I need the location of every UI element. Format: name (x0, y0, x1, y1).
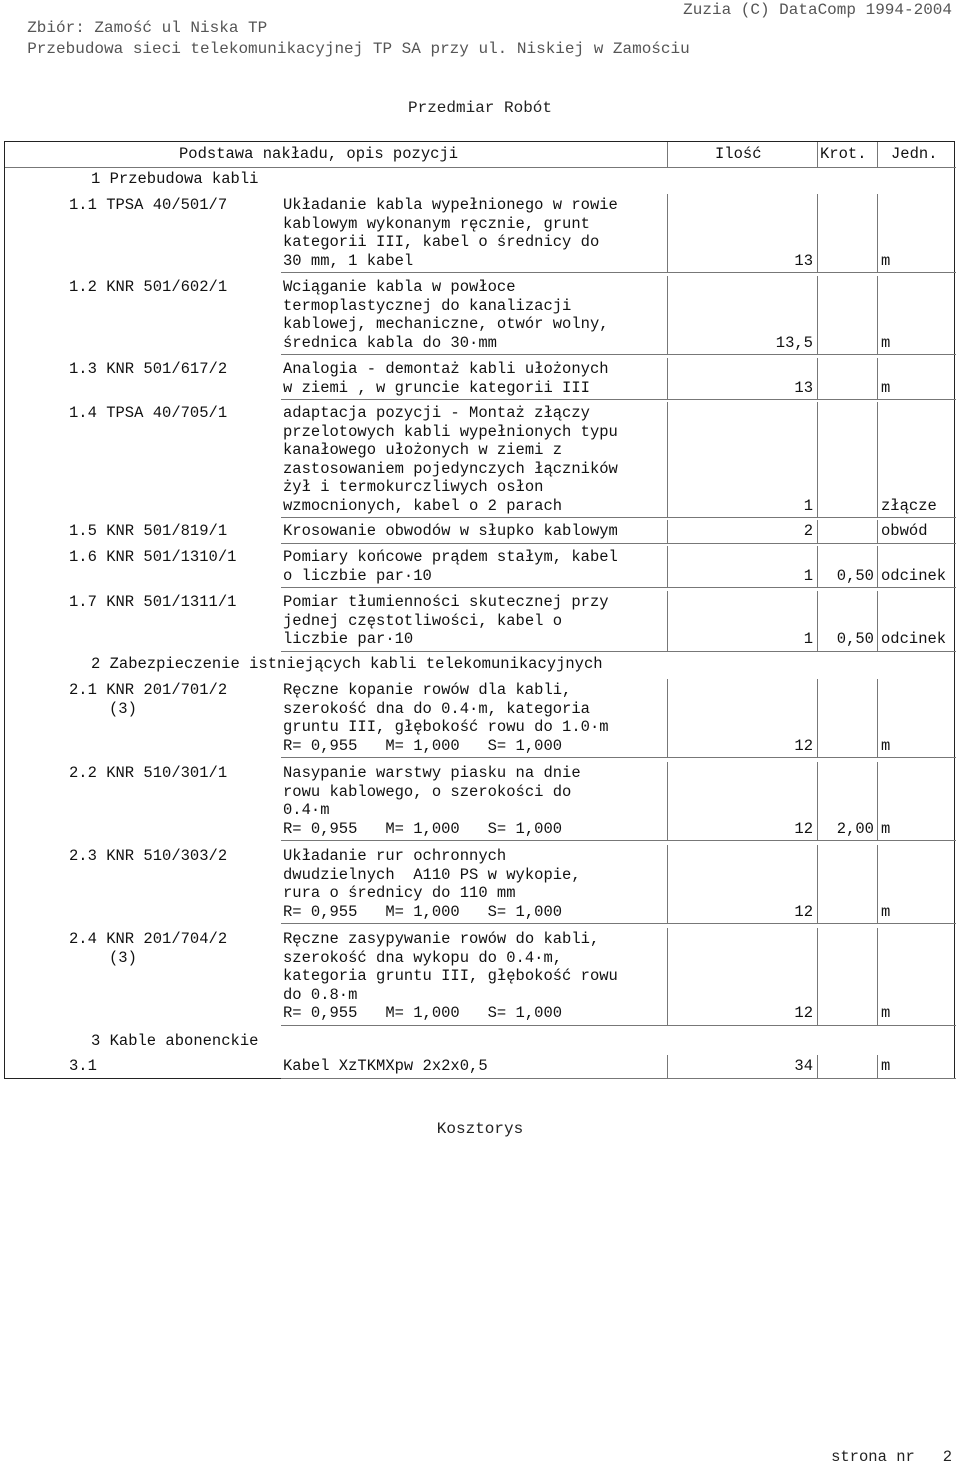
position-number: 1.4 TPSA 40/705/1 (69, 404, 228, 422)
column-divider (667, 276, 668, 354)
description-line: kanałowego ułożonych w ziemi z (283, 441, 563, 459)
column-divider (667, 194, 668, 272)
column-divider (817, 194, 818, 272)
unit-value: m (881, 736, 891, 755)
description-line: przelotowych kabli wypełnionych typu (283, 422, 618, 441)
quantity-value: 2 (803, 522, 813, 540)
column-divider (817, 845, 818, 923)
description-line: adaptacja pozycji - Montaż złączy (283, 404, 590, 422)
unit-value: odcinek (881, 630, 947, 648)
description-line: Ręczne kopanie rowów dla kabli, (283, 681, 572, 699)
position-number: 1.5 KNR 501/819/1 (69, 522, 228, 540)
column-divider (817, 928, 818, 1025)
position-number: 1.6 KNR 501/1310/1 (69, 548, 237, 566)
column-divider (667, 591, 668, 651)
column-divider (667, 1055, 668, 1078)
position-number: 1.7 KNR 501/1311/1 (69, 593, 237, 611)
row-divider (281, 399, 956, 400)
column-divider (877, 1055, 878, 1078)
column-divider (877, 194, 878, 272)
description-line: kategorii III, kabel o średnicy do (283, 233, 600, 251)
description-line: gruntu III, głębokość rowu do 1.0·m (283, 718, 609, 736)
column-divider (877, 520, 878, 543)
description-line: Nasypanie warstwy piasku na dnie (283, 764, 581, 782)
column-divider (667, 402, 668, 517)
column-divider (877, 402, 878, 517)
row-divider (281, 651, 956, 652)
multiplier-value: 0,50 (836, 566, 874, 585)
position-number: 2.4 KNR 201/704/2 (69, 930, 228, 948)
position-number: 2.3 KNR 510/303/2 (69, 847, 228, 865)
multiplier-value: 0,50 (836, 630, 874, 648)
unit-value: m (881, 1004, 891, 1022)
row-divider (281, 923, 956, 924)
unit-value: m (881, 819, 891, 838)
position-number: 2.2 KNR 510/301/1 (69, 764, 228, 782)
collection-label: Zbiór: Zamość ul Niska TP (27, 19, 268, 37)
position-number-suffix: (3) (109, 699, 137, 718)
column-header-unit: Jedn. (891, 145, 938, 163)
column-divider (877, 591, 878, 651)
unit-value: odcinek (881, 566, 947, 585)
row-divider (281, 517, 956, 518)
description-line: 0.4·m (283, 801, 330, 819)
description-line: kablowej, mechaniczne, otwór wolny, (283, 315, 609, 333)
unit-value: m (881, 333, 891, 352)
row-divider (281, 272, 956, 273)
row-divider (281, 587, 956, 588)
column-divider (817, 591, 818, 651)
column-divider (817, 520, 818, 543)
column-divider (667, 142, 668, 167)
column-divider (877, 679, 878, 757)
position-number-suffix: (3) (109, 948, 137, 967)
quantity-value: 1 (803, 566, 813, 585)
column-divider (817, 679, 818, 757)
column-divider (817, 1055, 818, 1078)
column-divider (877, 845, 878, 923)
description-line: Pomiary końcowe prądem stałym, kabel (283, 548, 618, 566)
column-divider (877, 142, 878, 167)
quantity-value: 13 (794, 251, 813, 270)
quantity-value: 12 (794, 819, 813, 838)
next-section-title: Kosztorys (436, 1120, 524, 1138)
row-divider (281, 543, 956, 544)
page-number: strona nr 2 (831, 1448, 952, 1466)
unit-value: m (881, 251, 891, 270)
unit-value: m (881, 1057, 891, 1075)
description-line: średnica kabla do 30·mm (283, 333, 497, 352)
position-number: 2.1 KNR 201/701/2 (69, 681, 228, 699)
quantity-value: 12 (794, 902, 813, 921)
row-divider (281, 840, 956, 841)
quantity-value: 1 (803, 630, 813, 648)
quantity-value: 13 (794, 378, 813, 397)
row-divider (5, 167, 956, 168)
bill-of-quantities-table (4, 141, 955, 1079)
description-line: Układanie rur ochronnych (283, 847, 507, 865)
row-divider (281, 757, 956, 758)
quantity-value: 12 (794, 1004, 813, 1022)
position-number: 1.1 TPSA 40/501/7 (69, 196, 228, 214)
description-line: R= 0,955 M= 1,000 S= 1,000 (283, 902, 563, 921)
column-divider (877, 928, 878, 1025)
section-heading: 2 Zabezpieczenie istniejących kabli telekomunikacyjnych (91, 655, 603, 673)
description-line: 30 mm, 1 kabel (283, 251, 414, 270)
document-title: Przedmiar Robót (407, 99, 553, 117)
header-line-2 (8, 22, 952, 58)
column-divider (667, 762, 668, 840)
description-line: wzmocnionych, kabel o 2 parach (283, 496, 563, 515)
column-divider (877, 546, 878, 587)
quantity-value: 34 (794, 1057, 813, 1075)
column-divider (667, 358, 668, 399)
description-line: zastosowaniem pojedynczych łączników (283, 459, 618, 478)
column-divider (877, 762, 878, 840)
description-line: Pomiar tłumienności skutecznej przy (283, 593, 609, 611)
description-line: kategoria gruntu III, głębokość rowu (283, 967, 618, 985)
description-line: rura o średnicy do 110 mm (283, 884, 516, 902)
column-divider (817, 142, 818, 167)
description-line: Kabel XzTKMXpw 2x2x0,5 (283, 1057, 488, 1075)
position-number: 1.2 KNR 501/602/1 (69, 278, 228, 296)
description-line: Analogia - demontaż kabli ułożonych (283, 360, 609, 378)
software-label: Zuzia (C) DataComp 1994-2004 (683, 1, 952, 19)
quantity-value: 12 (794, 736, 813, 755)
column-divider (667, 928, 668, 1025)
description-line: R= 0,955 M= 1,000 S= 1,000 (283, 1004, 563, 1022)
row-divider (281, 1078, 956, 1079)
unit-value: m (881, 378, 891, 397)
unit-value: m (881, 902, 891, 921)
description-line: żył i termokurczliwych osłon (283, 478, 544, 496)
section-heading: 3 Kable abonenckie (91, 1032, 259, 1050)
description-line: Krosowanie obwodów w słupko kablowym (283, 522, 618, 540)
column-divider (667, 845, 668, 923)
column-header-quantity: Ilość (715, 145, 762, 163)
unit-value: złącze (881, 496, 937, 515)
description-line: Ręczne zasypywanie rowów do kabli, (283, 930, 600, 948)
description-line: liczbie par·10 (283, 630, 414, 648)
project-title: Przebudowa sieci telekomunikacyjnej TP SA przy ul. Niskiej w Zamościu (27, 40, 690, 58)
description-line: w ziemi , w gruncie kategorii III (283, 378, 590, 397)
column-divider (877, 358, 878, 399)
column-divider (667, 546, 668, 587)
position-number: 1.3 KNR 501/617/2 (69, 360, 228, 378)
description-line: R= 0,955 M= 1,000 S= 1,000 (283, 736, 563, 755)
description-line: jednej częstotliwości, kabel o (283, 611, 563, 630)
row-divider (281, 1025, 956, 1026)
column-divider (817, 358, 818, 399)
section-heading: 1 Przebudowa kabli (91, 170, 259, 188)
column-divider (817, 762, 818, 840)
column-divider (877, 276, 878, 354)
description-line: szerokość dna do 0.4·m, kategoria (283, 699, 590, 718)
description-line: do 0.8·m (283, 985, 358, 1004)
unit-value: obwód (881, 522, 928, 540)
description-line: R= 0,955 M= 1,000 S= 1,000 (283, 819, 563, 838)
column-divider (817, 276, 818, 354)
description-line: o liczbie par·10 (283, 566, 432, 585)
position-number: 3.1 (69, 1057, 97, 1075)
description-line: rowu kablowego, o szerokości do (283, 782, 572, 801)
description-line: termoplastycznej do kanalizacji (283, 296, 572, 315)
description-line: kablowym wykonanym ręcznie, grunt (283, 214, 590, 233)
row-divider (281, 354, 956, 355)
multiplier-value: 2,00 (836, 819, 874, 838)
column-divider (817, 546, 818, 587)
column-divider (817, 402, 818, 517)
description-line: Układanie kabla wypełnionego w rowie (283, 196, 618, 214)
column-header-multiplier: Krot. (820, 145, 867, 163)
quantity-value: 1 (803, 496, 813, 515)
description-line: Wciąganie kabla w powłoce (283, 278, 516, 296)
quantity-value: 13,5 (775, 333, 813, 352)
column-header-description: Podstawa nakładu, opis pozycji (179, 145, 459, 163)
description-line: dwudzielnych A110 PS w wykopie, (283, 865, 581, 884)
column-divider (667, 520, 668, 543)
description-line: szerokość dna wykopu do 0.4·m, (283, 948, 563, 967)
column-divider (667, 679, 668, 757)
